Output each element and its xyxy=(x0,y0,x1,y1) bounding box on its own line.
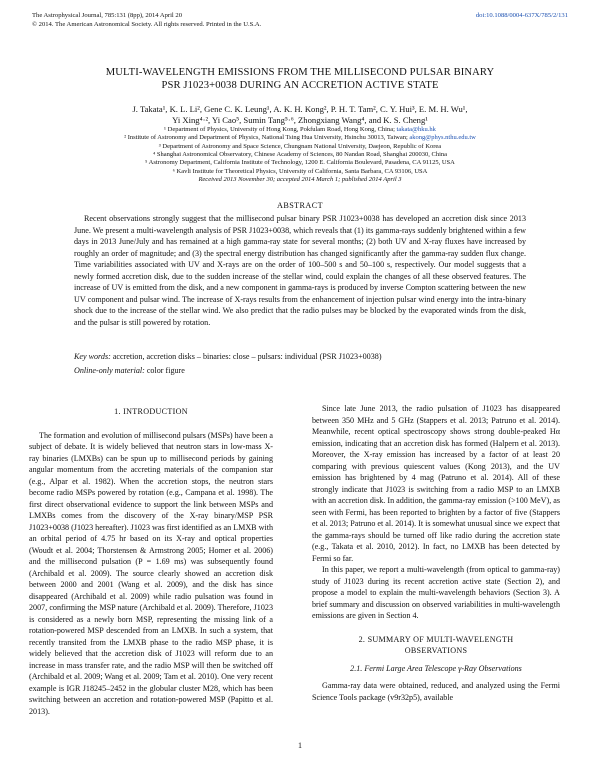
keywords-text: accretion, accretion disks – binaries: close – pulsars: individual (PSR J1023+0038) xyxy=(112,352,382,361)
journal-citation: The Astrophysical Journal, 785:131 (8pp), 2014 April 20 xyxy=(32,12,182,19)
email-link-takata[interactable]: takata@hku.hk xyxy=(396,126,436,133)
affiliation-1: ¹ Department of Physics, University of Hong Kong, Pokfulam Road, Hong Kong, China; takata@hku.hk xyxy=(164,126,436,133)
publication-dates: Received 2013 November 30; accepted 2014 March 1; published 2014 April 3 xyxy=(198,176,402,184)
authors-line-2: Yi Xing⁴·², Yi Cao⁵, Sumin Tang⁵·⁶, Zhongxiang Wang⁴, and K. S. Cheng¹ xyxy=(172,115,428,125)
paper-title xyxy=(40,66,560,92)
intro-paragraph-2: Since late June 2013, the radio pulsation of J1023 has disappeared between 350 MHz and 5 GHz (Stappers et al. 2013; Patruno et al. 2014). Meanwhile, recent optical spectroscopy shows strong double-peaked Hα emission, indicating that an accretion disk has formed (Halpern et al. 2013). Moreover, the X-ray emission has increased by a factor of at least 20 comparing with previous quiescent values (Kong 2013), and the UV emission has brightened by 4 mag (Patruno et al. 2014). All of these strongly indicate that J1023 is switching from a radio MSP to an LMXB with an accretion disk. In addition, the gamma-ray emission (>100 MeV), as seen with Fermi, has been reported to brighten by a factor of five (Stappers et al. 2013; Patruno et al. 2014). It is somewhat unusual since we expect that the gamma-rays should be turned off like radio during the accretion state (e.g., Takata et al. 2010, 2012). In fact, no LMXB has been detected by Fermi so far. xyxy=(312,404,560,563)
email-link-kong[interactable]: akong@phys.nthu.edu.tw xyxy=(409,134,476,142)
page-number: 1 xyxy=(298,741,302,750)
right-column xyxy=(312,403,560,703)
affiliation-2: ² Institute of Astronomy and Department of Physics, National Tsing Hua University, Hsinchu 30013, Taiwan; akong@phys.nthu.edu.tw xyxy=(124,134,476,142)
subsection-heading-fermi: 2.1. Fermi Large Area Telescope γ-Ray Observations xyxy=(350,663,522,673)
left-column xyxy=(29,406,273,717)
affiliation-4: ⁴ Shanghai Astronomical Observatory, Chinese Academy of Sciences, 80 Nandan Road, Shanghai 200030, China xyxy=(152,151,448,159)
intro-paragraph-3: In this paper, we report a multi-wavelength (from optical to gamma-ray) study of J1023 during its recent accretion active state (Section 2), and propose a model to explain the multi-wavelength behaviors (Section 3). A brief summary and discussion on observed variabilities in multi-wavelength emissions are given in Section 4. xyxy=(312,565,560,620)
affiliation-6: ⁶ Kavli Institute for Theoretical Physics, University of California, Santa Barbara, CA 93106, USA xyxy=(172,167,428,175)
section-heading-observations: 2. SUMMARY OF MULTI-WAVELENGTH OBSERVATIONS xyxy=(358,634,514,655)
affiliation-5: ⁵ Astronomy Department, California Institute of Technology, 1200 E. California Boulevard, Pasadena, CA 91125, USA xyxy=(145,159,455,167)
keywords-label: Key words: xyxy=(74,352,111,361)
online-material: Online-only material: color figure xyxy=(74,366,185,375)
abstract-heading: ABSTRACT xyxy=(277,201,323,210)
title-line-2: PSR J1023+0038 DURING AN ACCRETION ACTIVE STATE xyxy=(161,80,439,91)
doi-link[interactable]: doi:10.1088/0004-637X/785/2/131 xyxy=(475,12,568,19)
author-list xyxy=(40,104,560,126)
abstract-text: Recent observations strongly suggest that the millisecond pulsar binary PSR J1023+0038 has developed an accretion disk since 2013 June. We present a multi-wavelength analysis of PSR J1023+0038, which reveals that (1) its gamma-rays suddenly brightened within a few days in 2013 June/July and has remained at a high gamma-ray state for several months; (2) both UV and X-ray fluxes have increased by roughly an order of magnitude; and (3) the spectral energy distribution has changed significantly after the gamma-ray sudden flux change. Time variabilities associated with UV and X-rays are on the order of 100–500 s and 50–100 s, respectively. Our model suggests that a newly formed accretion disk, due to the sudden increase of the stellar wind, could explain the changes of all these observed features. The increase of UV is emitted from the disk, and a new component in gamma-rays is produced by inverse Compton scattering between the new UV component and pulsar wind. The increase of X-rays results from the enhancement of injection pulsar wind energy into the intra-binary shock due to the increase of the stellar wind. We also predict that the radio pulses may be blocked by the evaporated winds from the disk, and the pulsar is still powered by rotation. xyxy=(74,214,526,327)
observations-paragraph-1: Gamma-ray data were obtained, reduced, and analyzed using the Fermi Science Tools package (v9r32p5), available xyxy=(312,681,560,702)
keywords xyxy=(74,351,544,362)
affiliation-3: ³ Department of Astronomy and Space Science, Chungnam National University, Daejeon, Republic of Korea xyxy=(158,142,442,150)
affiliations xyxy=(40,126,560,184)
authors-line-1: J. Takata¹, K. L. Li², Gene C. K. Leung¹, A. K. H. Kong², P. H. T. Tam², C. Y. Hui³, E. M. H. Wu¹, xyxy=(132,104,468,114)
title-line-1: MULTI-WAVELENGTH EMISSIONS FROM THE MILLISECOND PULSAR BINARY xyxy=(105,67,495,78)
section-heading-introduction: 1. INTRODUCTION xyxy=(114,407,188,416)
intro-paragraph-1: The formation and evolution of millisecond pulsars (MSPs) have been a subject of debate. It is widely believed that neutron stars in low-mass X-ray binaries (LMXBs) can be spun up to millisecond periods by gaining angular momentum from the accreting materials of the companion star (e.g., Alpar et al. 1982). When the accretion stops, the neutron stars become radio MSPs powered by rotation (e.g., Campana et al. 1998). The first direct observational evidence to support the link between MSPs and LMXBs comes from the discovery of the X-ray binary/MSP PSR J1023+0038 (J1023 hereafter). J1023 was first identified as an LMXB with an orbital period of 4.75 hr based on its X-ray and optical properties (Woudt et al. 2004; Thorstensen & Armstrong 2005; Homer et al. 2006) and the millisecond pulsation (P = 1.69 ms) was subsequently found (Archibald et al. 2009). The source clearly showed an accretion disk between 2000 and 2001 (Wang et al. 2009), and the disk has since disappeared (Archibald et al. 2009) while radio pulsation was found in 2007, confirming the MSP nature (Archibald et al. 2009). Therefore, J1023 is considered as a newly born MSP, representing the missing link of a rotation-powered MSP descended from an LMXB. In such a system, that recently transited from the LMXB phase to the radio MSP phase, it is widely believed that the accretion disk of J1023 will reform due to an increase in mass transfer rate, and the radio MSP will then be switched off (Archibald et al. 2009; Wang et al. 2009; Tam et al. 2010). One very recent example is IGR J18245–2452 in the globular cluster M28, which has been switching between an accretion and rotation-powered MSP (Papitto et al. 2013). xyxy=(29,430,273,716)
copyright-line: © 2014. The American Astronomical Society. All rights reserved. Printed in the U.S.A. xyxy=(32,21,262,28)
